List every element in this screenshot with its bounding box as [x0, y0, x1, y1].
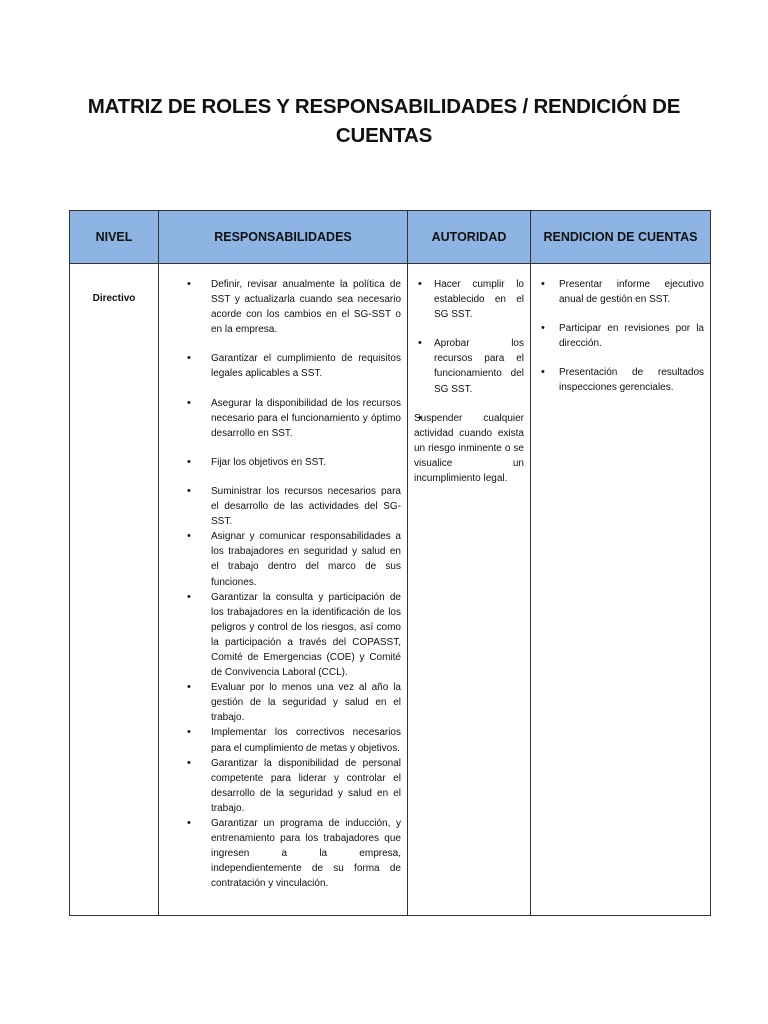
- list-item: • Hacer cumplir lo establecido en el SG SST.: [414, 277, 524, 322]
- list-item: • Garantizar la consulta y participación de los trabajadores en la identificación de los peligros y control de los riesgos, así como la participación a través del COPASST, Comité de Emergencias (COE) y Comité de Convivencia Laboral (CCL).: [165, 590, 401, 681]
- list-item: • Presentación de resultados inspecciones gerenciales.: [537, 365, 704, 395]
- list-item: • Asignar y comunicar responsabilidades a los trabajadores en seguridad y salud en el trabajo dentro del marco de sus funciones.: [165, 529, 401, 589]
- autoridad-list: [414, 277, 524, 486]
- autoridad-cell: [408, 264, 531, 916]
- header-rendicion-de-cuentas: RENDICION DE CUENTAS: [531, 211, 711, 264]
- list-item: • Evaluar por lo menos una vez al año la gestión de la seguridad y salud en el trabajo.: [165, 680, 401, 725]
- level-label: Directivo: [92, 293, 136, 304]
- responsabilidades-cell: [159, 264, 408, 916]
- header-autoridad: AUTORIDAD: [408, 211, 531, 264]
- list-item: • Fijar los objetivos en SST.: [165, 455, 401, 470]
- list-item: • Asegurar la disponibilidad de los recursos necesario para el funcionamiento y óptimo desarrollo en SST.: [165, 396, 401, 441]
- table-row: [70, 264, 711, 916]
- rendicion-cell: [531, 264, 711, 916]
- list-item: • Presentar informe ejecutivo anual de gestión en SST.: [537, 277, 704, 307]
- list-item: • Garantizar la disponibilidad de personal competente para liderar y controlar el desarrollo de la seguridad y salud en el trabajo.: [165, 756, 401, 816]
- list-item: • Garantizar el cumplimiento de requisitos legales aplicables a SST.: [165, 351, 401, 381]
- list-item: • Aprobar los recursos para el funcionamiento del SG SST.: [414, 336, 524, 396]
- list-item: • Participar en revisiones por la dirección.: [537, 321, 704, 351]
- page-title: MATRIZ DE ROLES Y RESPONSABILIDADES / RENDICIÓN DE CUENTAS: [87, 95, 681, 147]
- roles-matrix-table: [69, 210, 711, 916]
- header-nivel: NIVEL: [70, 211, 159, 264]
- list-item: • Suspender cualquier actividad cuando exista un riesgo inminente o se visualice un incumplimiento legal.: [414, 411, 524, 486]
- table-header-row: [70, 211, 711, 264]
- responsabilidades-list: [165, 277, 401, 891]
- list-item: • Implementar los correctivos necesarios para el cumplimiento de metas y objetivos.: [165, 725, 401, 755]
- level-cell: [70, 264, 159, 916]
- header-responsabilidades: RESPONSABILIDADES: [159, 211, 408, 264]
- list-item: • Definir, revisar anualmente la política de SST y actualizarla cuando sea necesario acorde con los cambios en el SG-SST o en la empresa.: [165, 277, 401, 337]
- rendicion-list: [537, 277, 704, 396]
- list-item: • Garantizar un programa de inducción, y entrenamiento para los trabajadores que ingresen a la empresa, independientemente de su forma de contratación y vinculación.: [165, 816, 401, 891]
- list-item: • Suministrar los recursos necesarios para el desarrollo de las actividades del SG-SST.: [165, 484, 401, 529]
